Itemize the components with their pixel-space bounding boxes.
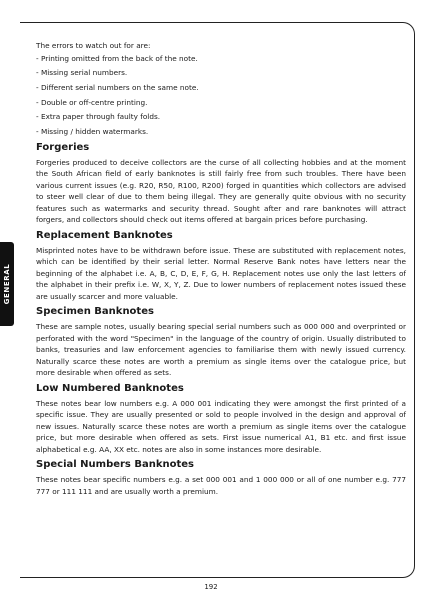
section-text-replacement: Misprinted notes have to be withdrawn before issue. These are substituted with replacement notes, which can be identified by their serial letter. Normal Reserve Bank notes have letters near the beginning of the alphabet i.e. A, B, C, D, E, F, G, H. Replacement notes use only the last letters of the alphabet in their prefix i.e. W, X, Y, Z. Due to lower numbers of replacement notes issued these are usually scarcer and more valuable. <box>36 245 406 301</box>
section-text-special-numbers: These notes bear specific numbers e.g. a set 000 001 and 1 000 000 or all of one number e.g. 777 777 or 111 111 and are usually worth a premium. <box>36 475 406 496</box>
page-number: 192 <box>204 583 218 591</box>
section-text-specimen: These are sample notes, usually bearing special serial numbers such as 000 000 and overprinted or perforated with the word "Specimen" in the language of the country of origin. Usually distributed to banks, treasuries and law enforcement agencies to familiarise them with newly issued currency. Naturally scarce these notes are worth a premium as single items over the catalogue price, but more desirable when offered as sets. <box>36 322 406 378</box>
page-content <box>36 40 406 497</box>
list-item: - Different serial numbers on the same note. <box>36 82 199 92</box>
section-heading-low-numbered: Low Numbered Banknotes <box>36 382 184 394</box>
list-item: - Missing serial numbers. <box>36 68 128 78</box>
section-heading-forgeries: Forgeries <box>36 141 90 153</box>
list-item: - Double or off-centre printing. <box>36 97 148 107</box>
list-item: - Extra paper through faulty folds. <box>36 112 161 122</box>
section-text-low-numbered: These notes bear low numbers e.g. A 000 001 indicating they were amongst the first printed of a specific issue. They are usually presented or sold to people involved in the design and approval of new issues. Naturally scarce these notes are worth a premium as single items over the catalogue price, but more desirable when offered as sets. First issue numerical A1, B1 etc. and first issue alphabetical e.g. AA, XX etc. notes are also in some instances more desirable. <box>36 398 406 454</box>
section-heading-special-numbers: Special Numbers Banknotes <box>36 459 195 471</box>
errors-list <box>36 53 406 138</box>
section-text-forgeries: Forgeries produced to deceive collectors are the curse of all collecting hobbies and at the moment the South African field of early banknotes is still fairly free from such troubles. There have been various current issues (e.g. R20, R50, R100, R200) forged in quantities which collectors are advised to steer well clear of due to them being illegal. They are generally quite obvious with no security features such as watermarks and security thread. Sought after and rare banknotes will attract forgers, and collectors should check out items offered at bargain prices before purchasing. <box>36 157 406 225</box>
list-item: - Printing omitted from the back of the note. <box>36 53 198 63</box>
errors-intro: The errors to watch out for are: <box>36 41 151 50</box>
list-item: - Missing / hidden watermarks. <box>36 126 149 136</box>
section-tab <box>0 242 14 326</box>
section-tab-label: GENERAL <box>3 263 11 305</box>
section-heading-specimen: Specimen Banknotes <box>36 306 154 318</box>
section-heading-replacement: Replacement Banknotes <box>36 229 173 241</box>
